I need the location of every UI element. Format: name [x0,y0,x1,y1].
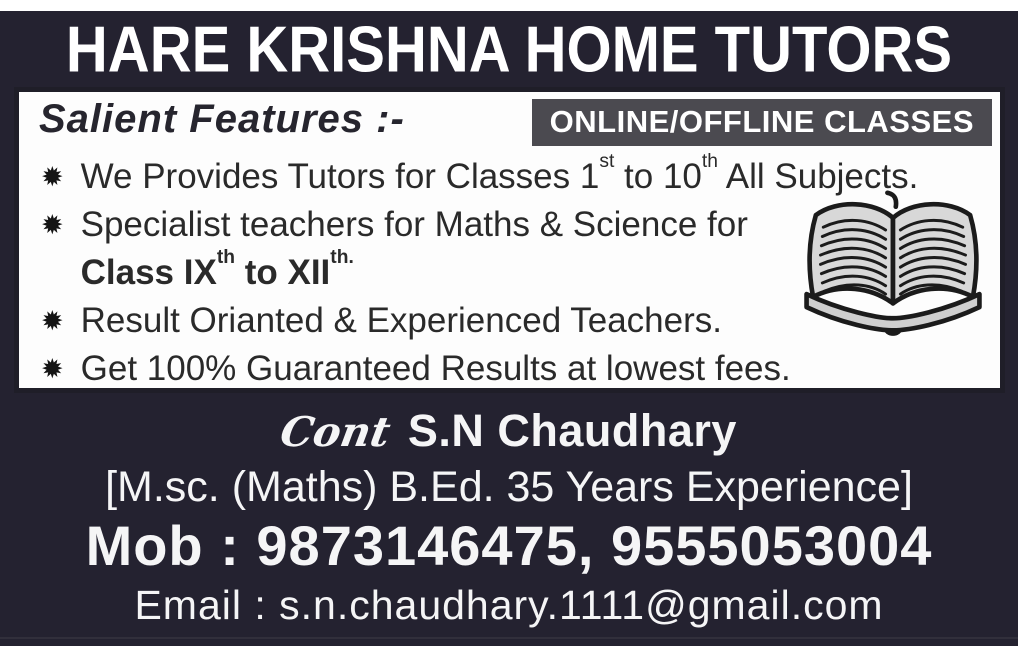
email-line: Email : s.n.chaudhary.1111@gmail.com [134,582,884,628]
ad-title: HARE KRISHNA HOME TUTORS [65,12,953,86]
star-bullet-icon: ✹ [41,306,64,336]
feature-text: Result Orianted & Experienced Teachers. [80,301,722,340]
star-bullet-icon: ✹ [41,354,64,384]
qualification-line: [M.sc. (Maths) B.Ed. 35 Years Experience] [105,463,913,511]
features-panel [14,87,1005,393]
contact-section [0,393,1018,646]
feature-text: We Provides Tutors for Classes 1st to 10th All Subjects. [80,150,919,196]
features-heading: Salient Features :- [39,97,405,141]
contact-name-line [0,402,1018,460]
contact-label: Cont [276,408,395,456]
feature-item [41,345,1000,393]
feature-text: Get 100% Guaranteed Results at lowest fees. [80,349,791,388]
star-bullet-icon: ✹ [41,162,64,192]
banner [0,11,1018,87]
star-bullet-icon: ✹ [41,210,64,240]
open-book-icon [794,190,992,348]
feature-text-wrap [81,201,748,297]
feature-text-bold: Class IXth to $XII^{th.}$ [80,246,354,292]
bottom-edge-line [0,637,1018,639]
panel-header [19,92,1000,149]
ad-frame [0,11,1018,646]
feature-text: Specialist teachers for Maths & Science for [80,205,748,244]
contact-name: S.N Chaudhary [407,405,737,456]
classes-mode-badge: ONLINE/OFFLINE CLASSES [532,99,992,146]
mobile-numbers-line: Mob : 9873146475, 9555053004 [85,514,933,577]
